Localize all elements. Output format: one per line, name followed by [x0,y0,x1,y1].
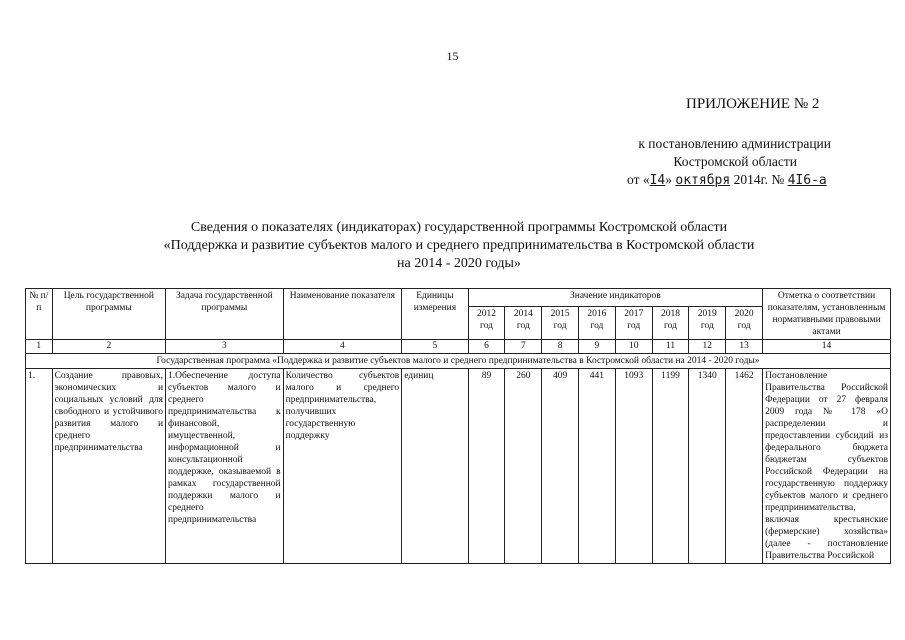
header-line-region: Костромской области [673,154,797,169]
row-unit: единиц [402,369,468,564]
year-unit: год [664,321,677,332]
row-mark: Постановление Правительства Российской Федерации от 27 февраля 2009 года № 178 «О распределении и предоставлении субсидий из федерального бюджета бюджетам субъектов Российской Федерации на государственную поддержку субъектов малого и среднего предпринимательства, включая крестьянские (фермерские) хозяйства» (далее - постановление Правительства Российской [763,369,891,564]
year-header [726,307,763,340]
year-unit: год [700,321,714,332]
row-indicator: Количество субъектов малого и среднего предпринимательства, получивших государственную поддержку [283,369,402,564]
column-number: 11 [652,340,689,354]
row-value-2012: 89 [468,369,505,564]
year-label: 2018 [661,309,680,320]
indicators-table [25,288,891,564]
row-value-2020: 1462 [726,369,763,564]
row-value-2019: 1340 [689,369,726,564]
column-number: 1 [26,340,53,354]
header-date-number [627,171,827,190]
column-number: 3 [166,340,284,354]
column-number: 9 [579,340,616,354]
header-unit: Единицы измерения [402,289,468,340]
header-task: Задача государственной программы [166,289,284,340]
year-header [689,307,726,340]
row-value-2014: 260 [505,369,542,564]
column-number: 6 [468,340,505,354]
header-indicator: Наименование показателя [283,289,402,340]
column-number: 14 [763,340,891,354]
row-value-2015: 409 [542,369,579,564]
column-number: 4 [283,340,402,354]
column-number-row [26,340,891,354]
row-value-2018: 1199 [652,369,689,564]
date-month-handwritten: октября [675,173,731,188]
column-number: 12 [689,340,726,354]
year-header [505,307,542,340]
year-label: 2020 [734,309,754,320]
header-mark: Отметка о соответствии показателям, установленным нормативными правовыми актами [763,289,891,340]
appendix-title: ПРИЛОЖЕНИЕ № 2 [686,96,820,112]
column-number: 8 [542,340,579,354]
header-goal: Цель государственной программы [52,289,165,340]
row-value-2017: 1093 [615,369,652,564]
header-line-decree: к постановлению администрации [638,136,831,151]
year-unit: год [590,321,604,332]
date-day-close: » [665,172,673,187]
year-label: 2015 [550,309,570,320]
year-header [542,307,579,340]
decree-number-handwritten: 4I6-а [787,173,827,188]
document-title-line-2: «Поддержка и развитие субъектов малого и среднего предпринимательства в Костромской области [163,238,755,253]
year-label: 2014 [513,309,533,320]
document-title-line-1: Сведения о показателях (индикаторах) государственной программы Костромской области [190,220,728,235]
year-label: 2012 [477,309,497,320]
date-day-handwritten: I4 [649,173,666,188]
column-number: 10 [615,340,652,354]
year-header [579,307,616,340]
program-row [26,354,891,369]
row-value-2016: 441 [579,369,616,564]
program-title-cell: Государственная программа «Поддержка и развитие субъектов малого и среднего предпринимательства в Костромской области на 2014 - 2020 годы» [26,354,891,369]
document-title-line-3: на 2014 - 2020 годы» [397,256,521,271]
year-unit: год [627,321,641,332]
header-num: № п/п [26,289,53,340]
year-unit: год [516,321,530,332]
year-header [652,307,689,340]
year-unit: год [737,321,751,332]
year-header [615,307,652,340]
column-number: 2 [52,340,165,354]
year-label: 2019 [697,309,717,320]
column-number: 7 [505,340,542,354]
column-number: 13 [726,340,763,354]
row-task: 1.Обеспечение доступа субъектов малого и среднего предпринимательства к финансовой, имущественной, информационной и консультационной поддержке, оказываемой в рамках государственной поддержки малого и среднего предпринимательства [166,369,284,564]
date-from-label: от « [627,172,650,187]
table-header-row [26,289,891,307]
page-number: 15 [446,49,459,63]
table-row [26,369,891,564]
year-unit: год [553,321,567,332]
header-values-group: Значение индикаторов [468,289,762,307]
year-label: 2017 [624,309,644,320]
year-header [468,307,505,340]
year-label: 2016 [587,309,607,320]
column-number: 5 [402,340,468,354]
date-year-label: 2014г. № [733,172,785,187]
row-goal: Создание правовых, экономических и социальных условий для свободного и устойчивого развития малого и среднего предпринимательства [52,369,165,564]
row-num: 1. [26,369,53,564]
year-unit: год [480,321,494,332]
